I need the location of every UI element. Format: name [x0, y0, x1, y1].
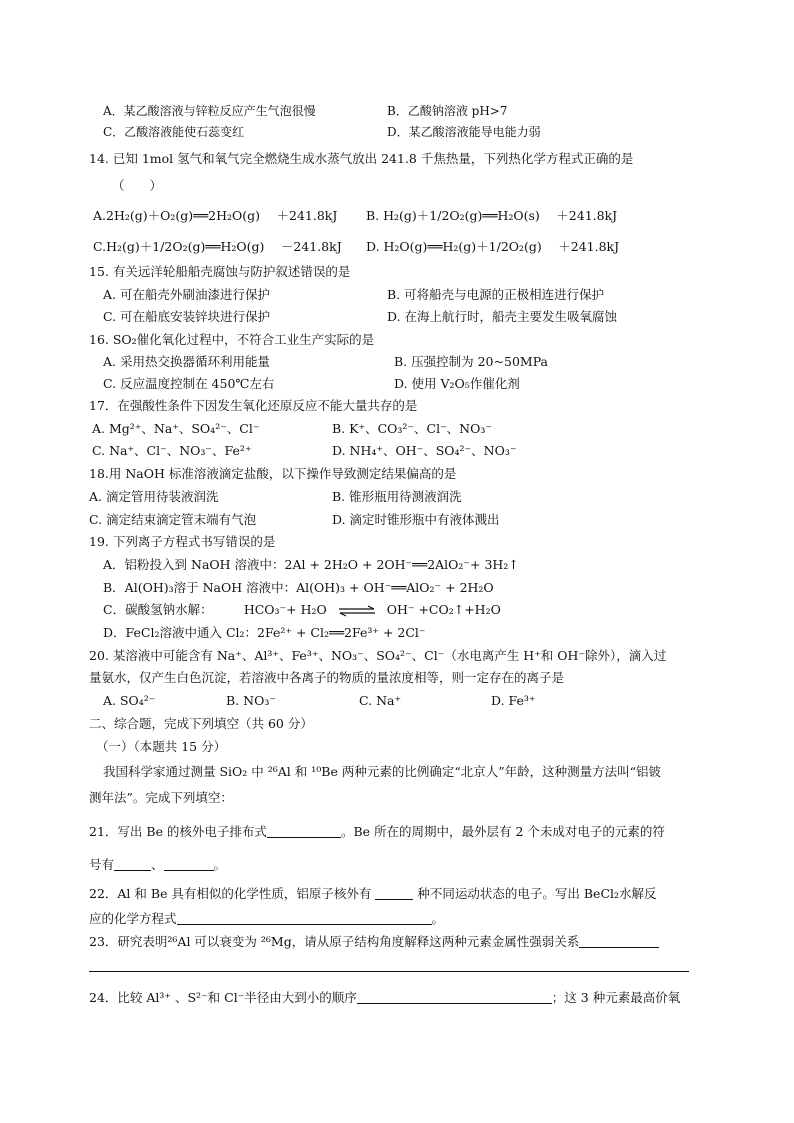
q19-option-c	[103, 602, 501, 618]
q17-option-d: D. NH₄⁺、OH⁻、SO₄²⁻、NO₃⁻	[332, 443, 517, 458]
q15-option-a: A. 可在船壳外刷油漆进行保护	[103, 287, 270, 302]
q23-line1: 23．研究表明²⁶Al 可以衰变为 ²⁶Mg，请从原子结构角度解释这两种元素金属性强弱关系	[89, 934, 659, 950]
q15-option-d: D. 在海上航行时，船壳主要发生吸氧腐蚀	[387, 309, 618, 324]
q19-option-d: D．FeCl₂溶液中通入 Cl₂：2Fe²⁺ + Cl₂══2Fe³⁺ + 2Cl⁻	[103, 625, 426, 640]
q21-line1: 21．写出 Be 的核外电子排布式 。Be 所在的周期中，最外层有 2 个未成对电子的元素的符	[89, 824, 665, 839]
q19-option-c-right: OH⁻ +CO₂↑+H₂O	[386, 602, 501, 617]
part2-intro-line2: 测年法”。完成下列填空：	[89, 790, 233, 805]
q16-option-a: A. 采用热交换器循环利用能量	[103, 354, 270, 369]
q21-line2: 号有 、 。	[89, 857, 227, 872]
q14-paren: （ ）	[112, 178, 163, 193]
q18-option-b: B. 锥形瓶用待测液润洗	[332, 489, 462, 504]
q14-option-c: C.H₂(g)＋1/2O₂(g)══H₂O(g) －241.8kJ	[93, 239, 342, 254]
q16-option-c: C. 反应温度控制在 450℃左右	[103, 376, 275, 391]
q21-blank-symbol-1[interactable]	[114, 858, 151, 871]
part2-subheading: （一）（本题共 15 分）	[96, 739, 227, 754]
q18-option-c: C. 滴定结束滴定管末端有气泡	[89, 512, 257, 527]
q15-option-c: C. 可在船底安装锌块进行保护	[103, 309, 271, 324]
q20-option-d: D. Fe³⁺	[491, 693, 536, 708]
q15-stem: 15. 有关远洋轮船船壳腐蚀与防护叙述错误的是	[89, 264, 351, 279]
q13-option-a: A．某乙酸溶液与锌粒反应产生气泡很慢	[103, 104, 316, 118]
q20-stem-line2: 量氨水，仅产生白色沉淀，若溶液中各离子的物质的量浓度相等，则一定存在的离子是	[89, 670, 565, 685]
q16-option-b: B. 压强控制为 20~50MPa	[394, 354, 548, 369]
q20-stem-line1: 20. 某溶液中可能含有 Na⁺、Al³⁺、Fe³⁺、NO₃⁻、SO₄²⁻、Cl⁻（水电离产生 H⁺和 OH⁻除外），滴入过	[89, 648, 667, 663]
part2-heading: 二、综合题，完成下列填空（共 60 分）	[89, 716, 313, 731]
equilibrium-arrow-icon	[337, 605, 377, 617]
q22-blank-equation[interactable]	[177, 912, 432, 925]
q16-stem: 16. SO₂催化氧化过程中，不符合工业生产实际的是	[89, 332, 375, 347]
q14-option-d: D. H₂O(g)══H₂(g)＋1/2O₂(g) ＋241.8kJ	[366, 239, 620, 254]
q13-option-b: B．乙酸钠溶液 pH>7	[387, 104, 508, 118]
q15-option-b: B. 可将船壳与电源的正极相连进行保护	[387, 287, 605, 302]
q19-option-b: B．Al(OH)₃溶于 NaOH 溶液中：Al(OH)₃ + OH⁻══AlO₂⁻ + 2H₂O	[103, 580, 494, 595]
q17-stem: 17．在强酸性条件下因发生氧化还原反应不能大量共存的是	[89, 398, 418, 413]
q14-option-a: A.2H₂(g)＋O₂(g)══2H₂O(g) ＋241.8kJ	[93, 208, 338, 223]
q18-option-a: A. 滴定管用待装液润洗	[89, 489, 219, 504]
q20-option-c: C. Na⁺	[359, 693, 402, 708]
q13-option-c: C．乙酸溶液能使石蕊变红	[103, 125, 245, 139]
q14-option-b: B. H₂(g)＋1/2O₂(g)══H₂O(s) ＋241.8kJ	[366, 208, 618, 223]
q18-stem: 18.用 NaOH 标准溶液滴定盐酸，以下操作导致测定结果偏高的是	[89, 466, 457, 481]
q17-option-a: A. Mg²⁺、Na⁺、SO₄²⁻、Cl⁻	[92, 421, 260, 436]
q21-blank-symbol-2[interactable]	[164, 858, 214, 871]
q23-blank-answer[interactable]	[579, 935, 659, 948]
q23-answer-line[interactable]	[89, 971, 689, 972]
q24-line1: 24．比较 Al³⁺ 、S²⁻和 Cl⁻半径由大到小的顺序 ；这 3 种元素最高价氧	[89, 990, 681, 1005]
part2-intro-line1: 我国科学家通过测量 SiO₂ 中 ²⁶Al 和 ¹⁰Be 两种元素的比例确定“北京人”年龄，这种测量方法叫“铝铍	[103, 764, 661, 779]
q19-option-a: A．铝粉投入到 NaOH 溶液中：2Al + 2H₂O + 2OH⁻══2AlO₂⁻+ 3H₂↑	[103, 557, 519, 572]
q22-line1: 22．Al 和 Be 具有相似的化学性质，铝原子核外有 种不同运动状态的电子。写出 BeCl₂水解反	[89, 886, 657, 901]
q14-stem: 14. 已知 1mol 氢气和氧气完全燃烧生成水蒸气放出 241.8 千焦热量，下列热化学方程式正确的是	[89, 151, 634, 166]
q16-option-d: D. 使用 V₂O₅作催化剂	[394, 376, 520, 391]
q22-blank-electrons[interactable]	[375, 887, 413, 900]
q13-option-d: D．某乙酸溶液能导电能力弱	[387, 125, 541, 139]
q17-option-c: C. Na⁺、Cl⁻、NO₃⁻、Fe²⁺	[92, 443, 252, 458]
q18-option-d: D. 滴定时锥形瓶中有液体溅出	[332, 512, 500, 527]
q21-blank-config[interactable]	[267, 825, 341, 838]
q24-blank-order[interactable]	[357, 991, 552, 1004]
q20-option-a: A. SO₄²⁻	[103, 693, 156, 708]
q19-option-c-left: C．碳酸氢钠水解： HCO₃⁻+ H₂O	[103, 602, 327, 617]
q22-line2: 应的化学方程式 。	[89, 911, 445, 926]
q20-option-b: B. NO₃⁻	[226, 693, 276, 708]
q17-option-b: B. K⁺、CO₃²⁻、Cl⁻、NO₃⁻	[332, 421, 492, 436]
q19-stem: 19. 下列离子方程式书写错误的是	[89, 534, 276, 549]
